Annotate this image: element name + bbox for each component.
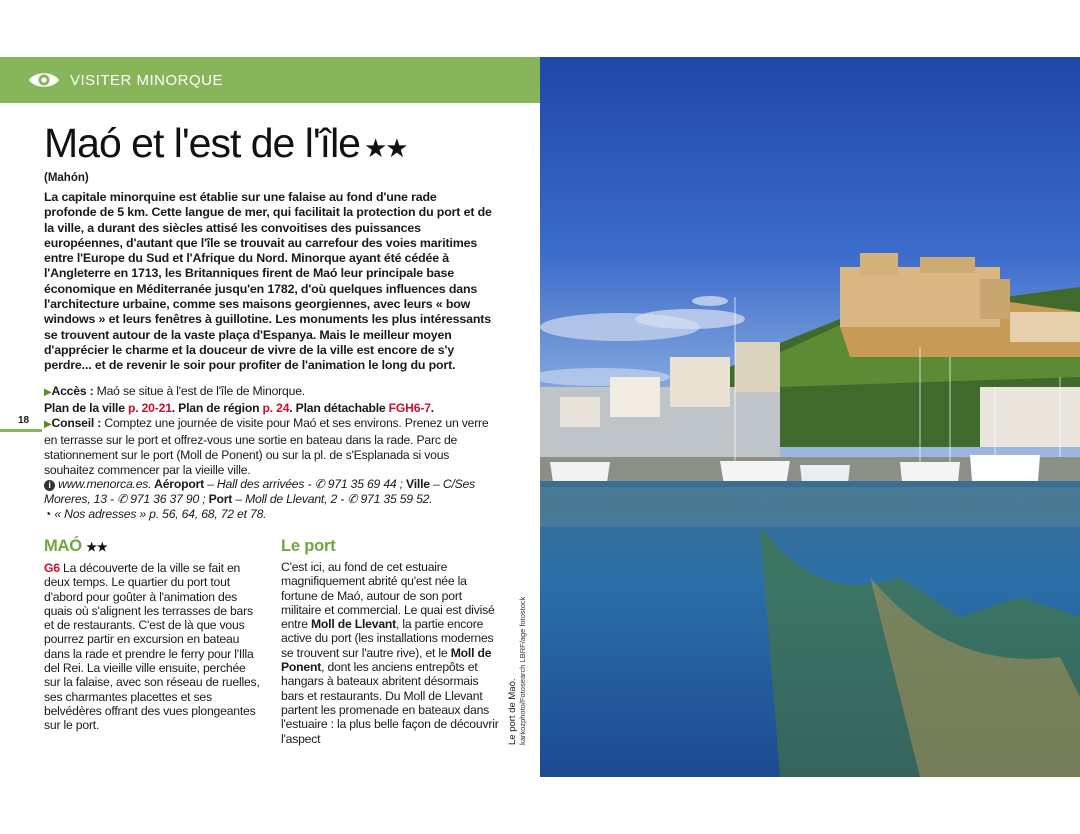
addresses-line: ◔ « Nos adresses » p. 56, 64, 68, 72 et 78. — [44, 507, 267, 522]
eye-icon — [28, 70, 60, 90]
triangle-icon: ▶ — [44, 387, 52, 398]
info-icon: i — [44, 480, 55, 491]
triangle-icon: ▶ — [44, 418, 52, 430]
mao-text: G6 La découverte de la ville se fait en deux temps. Le quartier du port tout d'abord pour goûter à l'animation des quais où s'alignent les terrasses de bars et de restaurants. C'est de là que vous pourrez partir en excursion en bateau dans la rade et prendre le ferry pour l'Illa del Rei. La vieille ville ensuite, perchée sur la falaise, avec son réseau de ruelles, ses charmantes placettes et ses belvédères offrant des vues plongeantes sur le port. — [44, 561, 260, 733]
rating-stars: ★★ — [364, 133, 407, 163]
photo-caption — [499, 585, 529, 745]
mao-heading: MAÓ ★★ — [44, 537, 108, 555]
caption-title: Le port de Maó. — [507, 678, 518, 745]
addresses-icon: ◔ — [44, 507, 52, 522]
access-line: ▶Accès : Maó se situe à l'est de l'île de Minorque. — [44, 384, 305, 398]
page-title: Maó et l'est de l'île — [44, 120, 360, 166]
detach-map-link[interactable]: FGH6-7 — [388, 400, 431, 415]
title-row — [44, 120, 407, 167]
section-band — [0, 57, 540, 103]
subtitle: (Mahón) — [44, 172, 89, 184]
photo-credit: karkozphoto/Fotosearch LBRF/age fotostock — [518, 596, 527, 745]
page-number: 18 — [18, 415, 30, 426]
intro-paragraph: La capitale minorquine est établie sur une falaise au fond d'une rade profonde de 5 km. Cette langue de mer, qui facilitait la protection du port et de la ville, a durant des siècles attisé les convoitises des puissances européennes, d'autant que l'île se trouvait au carrefour des voies maritimes entre l'Europe du Sud et l'Afrique du Nord. Minorque ayant été cédée à l'Angleterre en 1713, les Britanniques firent de Maó leur principale base économique en Méditerranée jusqu'en 1782, d'où quelques influences dans l'architecture urbaine, comme ses maisons georgiennes, avec leurs « bow windows » et leurs fenêtres à guillotine. Les monuments les plus intéressants se trouvent autour de la vaste plaça d'Espanya. Mais le meilleur moyen d'apprécier le charme et la douceur de vivre de la ville est encore de s'y perdre... et de revenir le soir pour profiter de l'animation le long du port. — [44, 190, 492, 373]
practical-info — [44, 384, 494, 522]
website-link[interactable]: www.menorca.es. — [55, 477, 152, 492]
region-map-link[interactable]: p. 24 — [262, 400, 290, 415]
rating-stars: ★★ — [86, 540, 108, 554]
port-text: C'est ici, au fond de cet estuaire magnifiquement abrité qu'est née la fortune de Maó, autour de son port militaire et commercial. Le quai est divisé entre Moll de Llevant, la partie encore active du port (les installations modernes se trouvent sur l'autre rive), et le Moll de Ponent, dont les anciens entrepôts et hangars à bateaux abritent désormais bars et restaurants. Du Moll de Llevant partent les promenade en bateaux dans l'estuaire : la plus belle façon de découvrir l'aspect — [281, 560, 499, 746]
tip-line: ▶Conseil : Comptez une journée de visite pour Maó et ses environs. Prenez un verre en terrasse sur le port et offrez-vous une sortie en bateau dans la rade. Parc de stationnement sur le port (Moll de Ponent) ou sur la pl. de s'Esplanada si vous souhaitez commencer par la vieille ville. — [44, 415, 489, 477]
column-mao — [44, 536, 260, 733]
city-map-link[interactable]: p. 20-21 — [127, 400, 172, 415]
page-number-rule — [0, 429, 42, 432]
harbor-photo — [540, 57, 1080, 777]
maps-line: Plan de la ville p. 20-21. Plan de région p. 24. Plan détachable FGH6-7. — [44, 400, 434, 415]
column-port — [281, 536, 499, 746]
port-heading: Le port — [281, 537, 336, 555]
section-label: VISITER MINORQUE — [70, 71, 224, 89]
grid-reference: G6 — [44, 561, 60, 575]
contact-line: i www.menorca.es. Aéroport – Hall des arrivées - ✆ 971 35 69 44 ; Ville – C/Ses Moreres, 13 - ✆ 971 36 37 90 ; Port – Moll de Llevant, 2 - ✆ 971 35 59 52. — [44, 477, 476, 507]
